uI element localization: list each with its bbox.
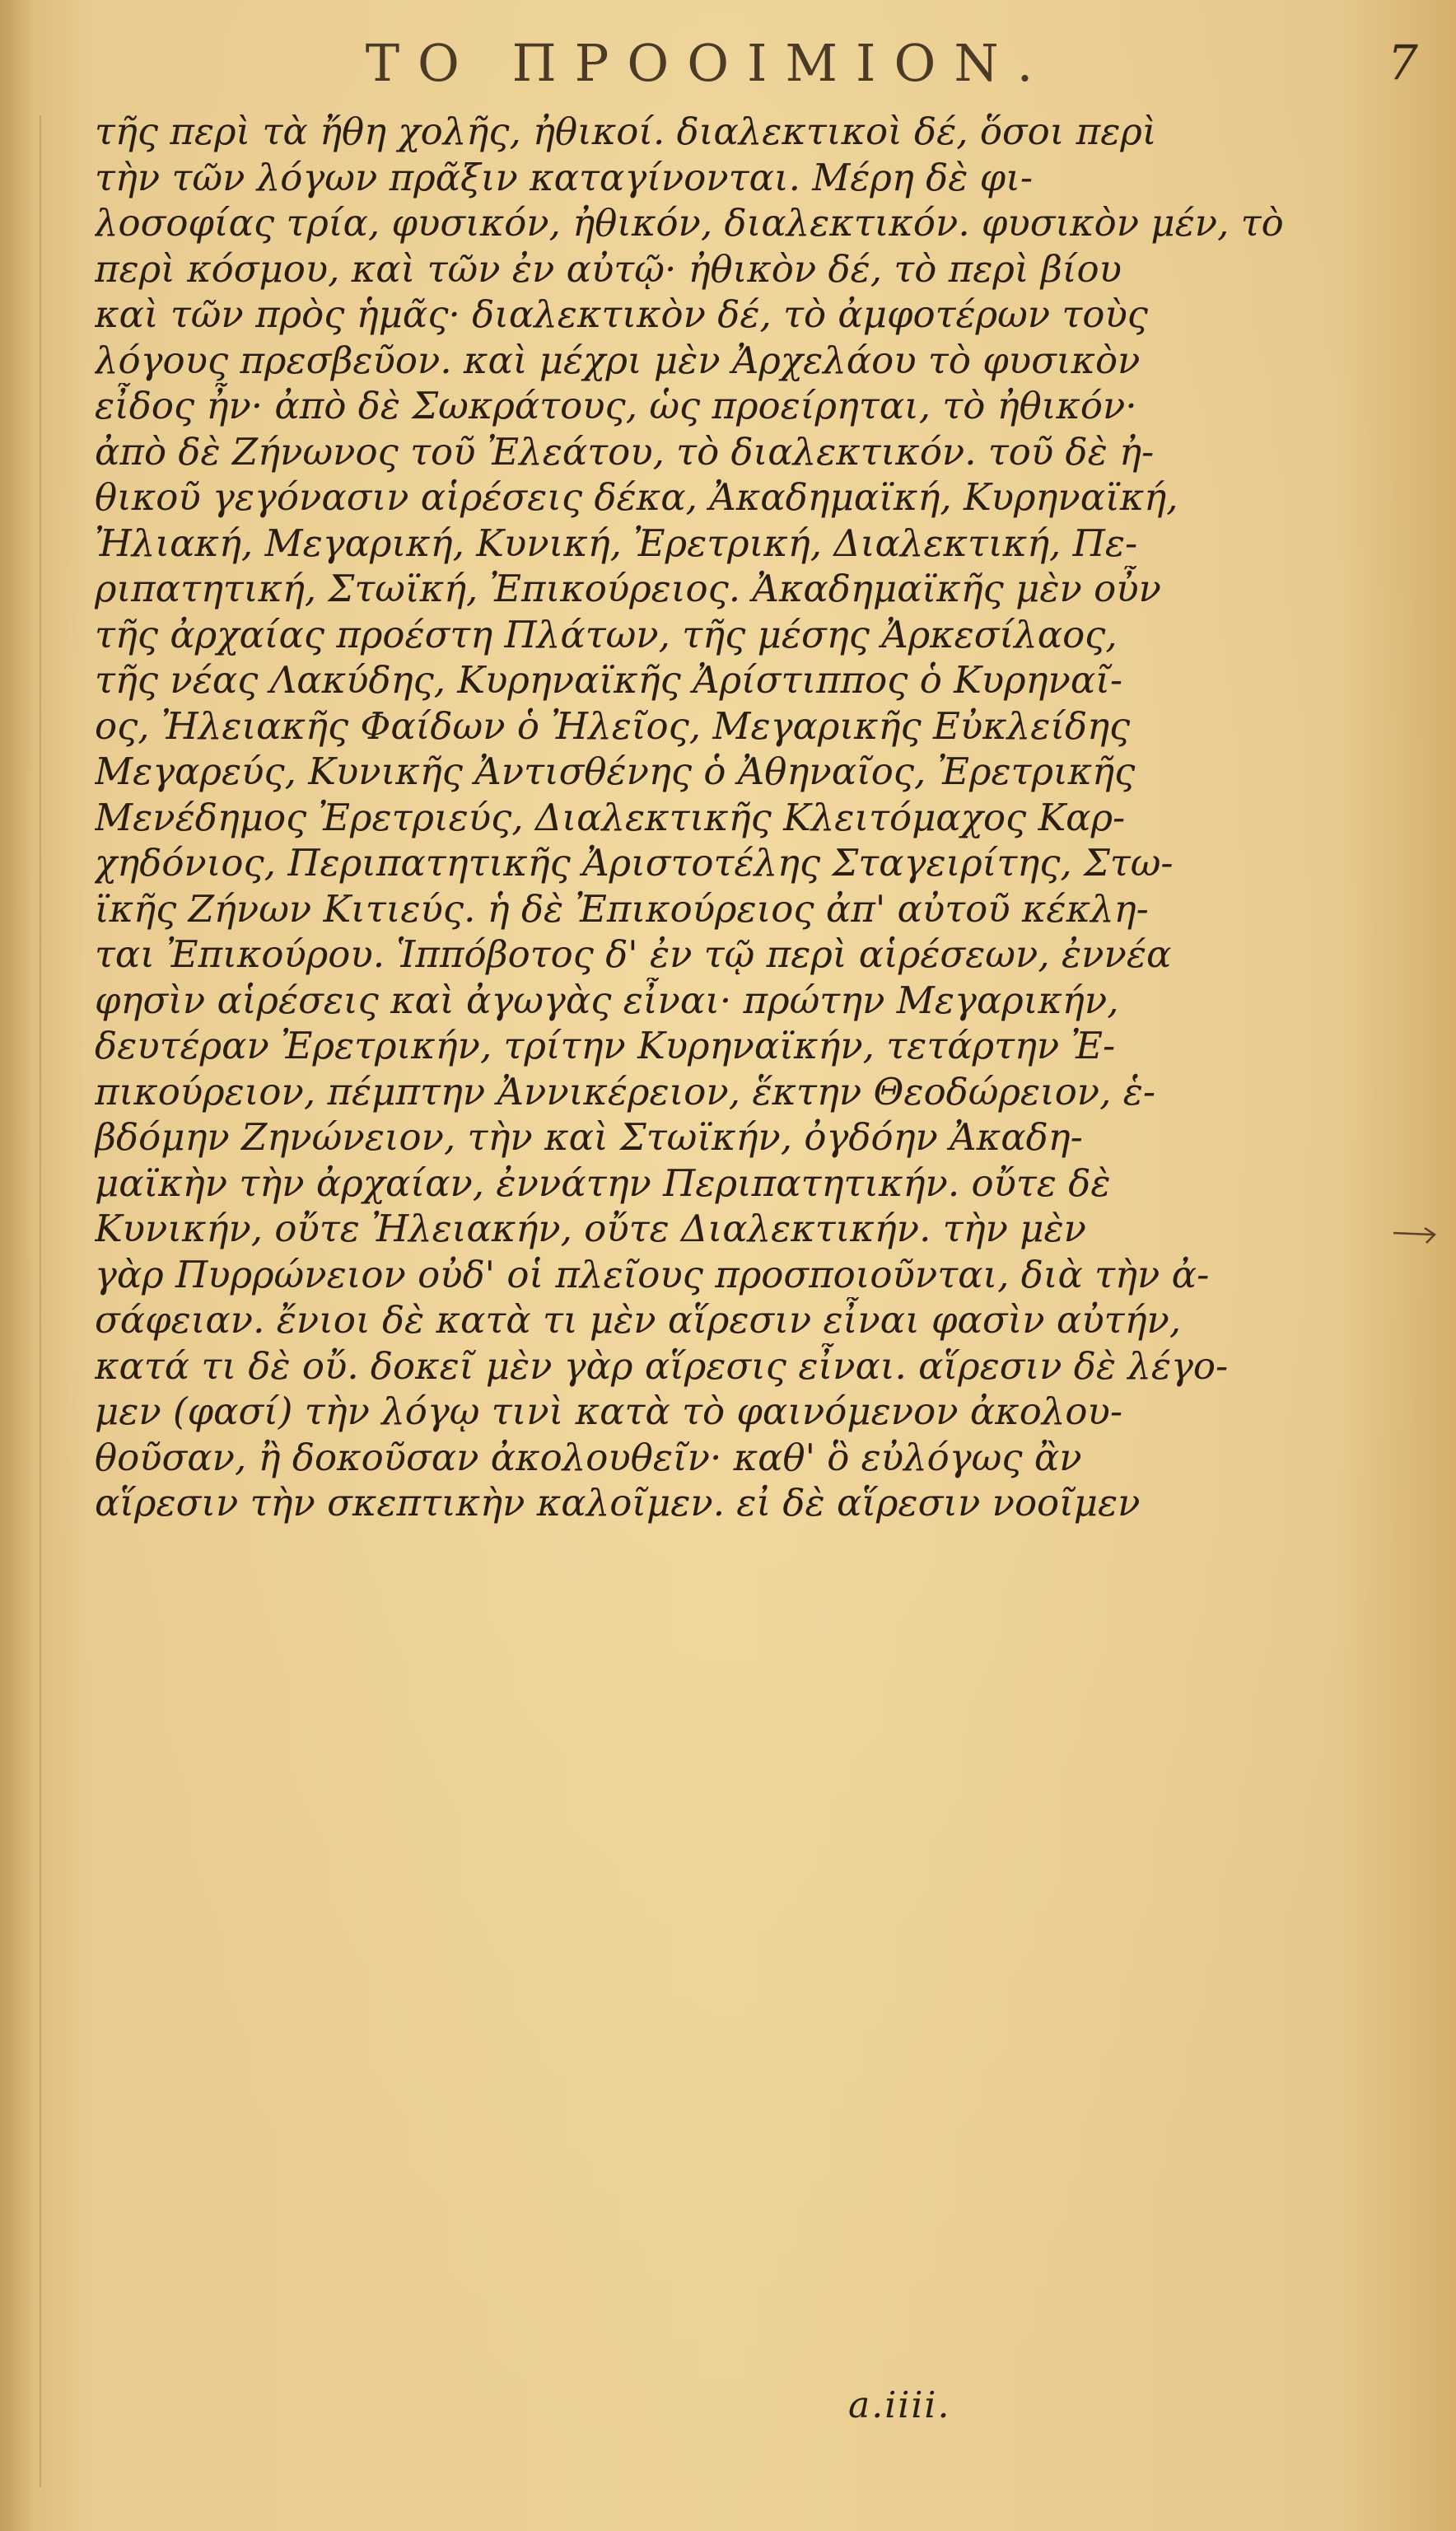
text-line: μεν (φασί) τὴν λόγῳ τινὶ κατὰ τὸ φαινόμενον ἀκολου- — [95, 1389, 1123, 1433]
text-line: αἵρεσιν τὴν σκεπτικὴν καλοῖμεν. εἰ δὲ αἵρεσιν νοοῖμεν — [95, 1481, 1141, 1525]
text-line: θοῦσαν, ἢ δοκοῦσαν ἀκολουθεῖν· καθ' ὃ εὐλόγως ἂν — [95, 1435, 1082, 1479]
text-line: ος, Ἠλειακῆς Φαίδων ὁ Ἠλεῖος, Μεγαρικῆς Εὐκλείδης — [95, 703, 1131, 748]
text-line: βδόμην Ζηνώνειον, τὴν καὶ Στωϊκήν, ὀγδόην Ἀκαδη- — [95, 1115, 1083, 1159]
text-line: δευτέραν Ἐρετρικήν, τρίτην Κυρηναϊκήν, τετάρτην Ἐ- — [95, 1024, 1116, 1067]
text-line: ριπατητική, Στωϊκή, Ἐπικούρειος. Ἀκαδημαϊκῆς μὲν οὖν — [95, 567, 1161, 610]
text-line: Κυνικήν, οὔτε Ἠλειακήν, οὔτε Διαλεκτικήν. τὴν μὲν — [95, 1207, 1086, 1250]
text-line: γὰρ Πυρρώνειον οὐδ' οἱ πλεῖους προσποιοῦνται, διὰ τὴν ἀ- — [95, 1252, 1210, 1296]
text-line: εἶδος ἦν· ἀπὸ δὲ Σωκράτους, ὡς προείρηται, τὸ ἠθικόν· — [95, 384, 1137, 427]
text-line: καὶ τῶν πρὸς ἡμᾶς· διαλεκτικὸν δέ, τὸ ἀμφοτέρων τοὺς — [95, 292, 1149, 336]
text-line: θικοῦ γεγόνασιν αἱρέσεις δέκα, Ἀκαδημαϊκή, Κυρηναϊκή, — [95, 475, 1178, 519]
text-line: Ἠλιακή, Μεγαρική, Κυνική, Ἐρετρική, Διαλεκτική, Πε- — [95, 521, 1138, 565]
text-line: περὶ κόσμου, καὶ τῶν ἐν αὐτῷ· ἠθικὸν δέ, τὸ περὶ βίου — [95, 246, 1122, 291]
text-line: ται Ἐπικούρου. Ἱππόβοτος δ' ἐν τῷ περὶ αἱρέσεων, ἐννέα — [95, 932, 1172, 976]
text-line: σάφειαν. ἔνιοι δὲ κατὰ τι μὲν αἵρεσιν εἶναι φασὶν αὐτήν, — [95, 1298, 1182, 1342]
running-head: ΤΟ ΠΡΟΟΙΜΙΟΝ. — [365, 33, 1052, 93]
text-line: φησὶν αἱρέσεις καὶ ἀγωγὰς εἶναι· πρώτην Μεγαρικήν, — [95, 978, 1119, 1022]
text-line: Μεγαρεύς, Κυνικῆς Ἀντισθένης ὁ Ἀθηναῖος, Ἐρετρικῆς — [95, 749, 1136, 793]
text-line: τῆς ἀρχαίας προέστη Πλάτων, τῆς μέσης Ἀρκεσίλαος, — [95, 612, 1118, 656]
body-text — [95, 109, 1379, 1526]
text-line: μαϊκὴν τὴν ἀρχαίαν, ἐννάτην Περιπατητικήν. οὔτε δὲ — [95, 1160, 1111, 1205]
page-edge-shadow — [0, 0, 33, 2531]
page-number: 7 — [1388, 35, 1418, 91]
text-line: Μενέδημος Ἐρετριεύς, Διαλεκτικῆς Κλειτόμαχος Καρ- — [95, 795, 1126, 839]
margin-line — [40, 115, 41, 2487]
text-line: ϊκῆς Ζήνων Κιτιεύς. ἡ δὲ Ἐπικούρειος ἀπ' αὐτοῦ κέκλη- — [95, 886, 1149, 931]
text-line: λόγους πρεσβεῦον. καὶ μέχρι μὲν Ἀρχελάου τὸ φυσικὸν — [95, 338, 1141, 382]
text-line: τῆς περὶ τὰ ἤθη χολῆς, ἠθικοί. διαλεκτικοὶ δέ, ὅσοι περὶ — [95, 110, 1157, 153]
text-line: χηδόνιος, Περιπατητικῆς Ἀριστοτέλης Σταγειρίτης, Στω- — [95, 841, 1174, 885]
text-line: λοσοφίας τρία, φυσικόν, ἠθικόν, διαλεκτικόν. φυσικὸν μέν, τὸ — [95, 201, 1284, 245]
text-line: πικούρειον, πέμπτην Ἀννικέρειον, ἕκτην Θεοδώρειον, ἑ- — [95, 1069, 1156, 1114]
text-line: τῆς νέας Λακύδης, Κυρηναϊκῆς Ἀρίστιππος ὁ Κυρηναῖ- — [95, 658, 1123, 702]
margin-arrow-icon — [1392, 1223, 1441, 1248]
text-line: κατά τι δὲ οὔ. δοκεῖ μὲν γὰρ αἵρεσις εἶναι. αἵρεσιν δὲ λέγο- — [95, 1343, 1229, 1388]
text-line: τὴν τῶν λόγων πρᾶξιν καταγίνονται. Μέρη δὲ φι- — [95, 155, 1034, 199]
text-line: ἀπὸ δὲ Ζήνωνος τοῦ Ἐλεάτου, τὸ διαλεκτικόν. τοῦ δὲ ἠ- — [95, 429, 1155, 474]
signature-mark: a.iiii. — [848, 2384, 951, 2426]
